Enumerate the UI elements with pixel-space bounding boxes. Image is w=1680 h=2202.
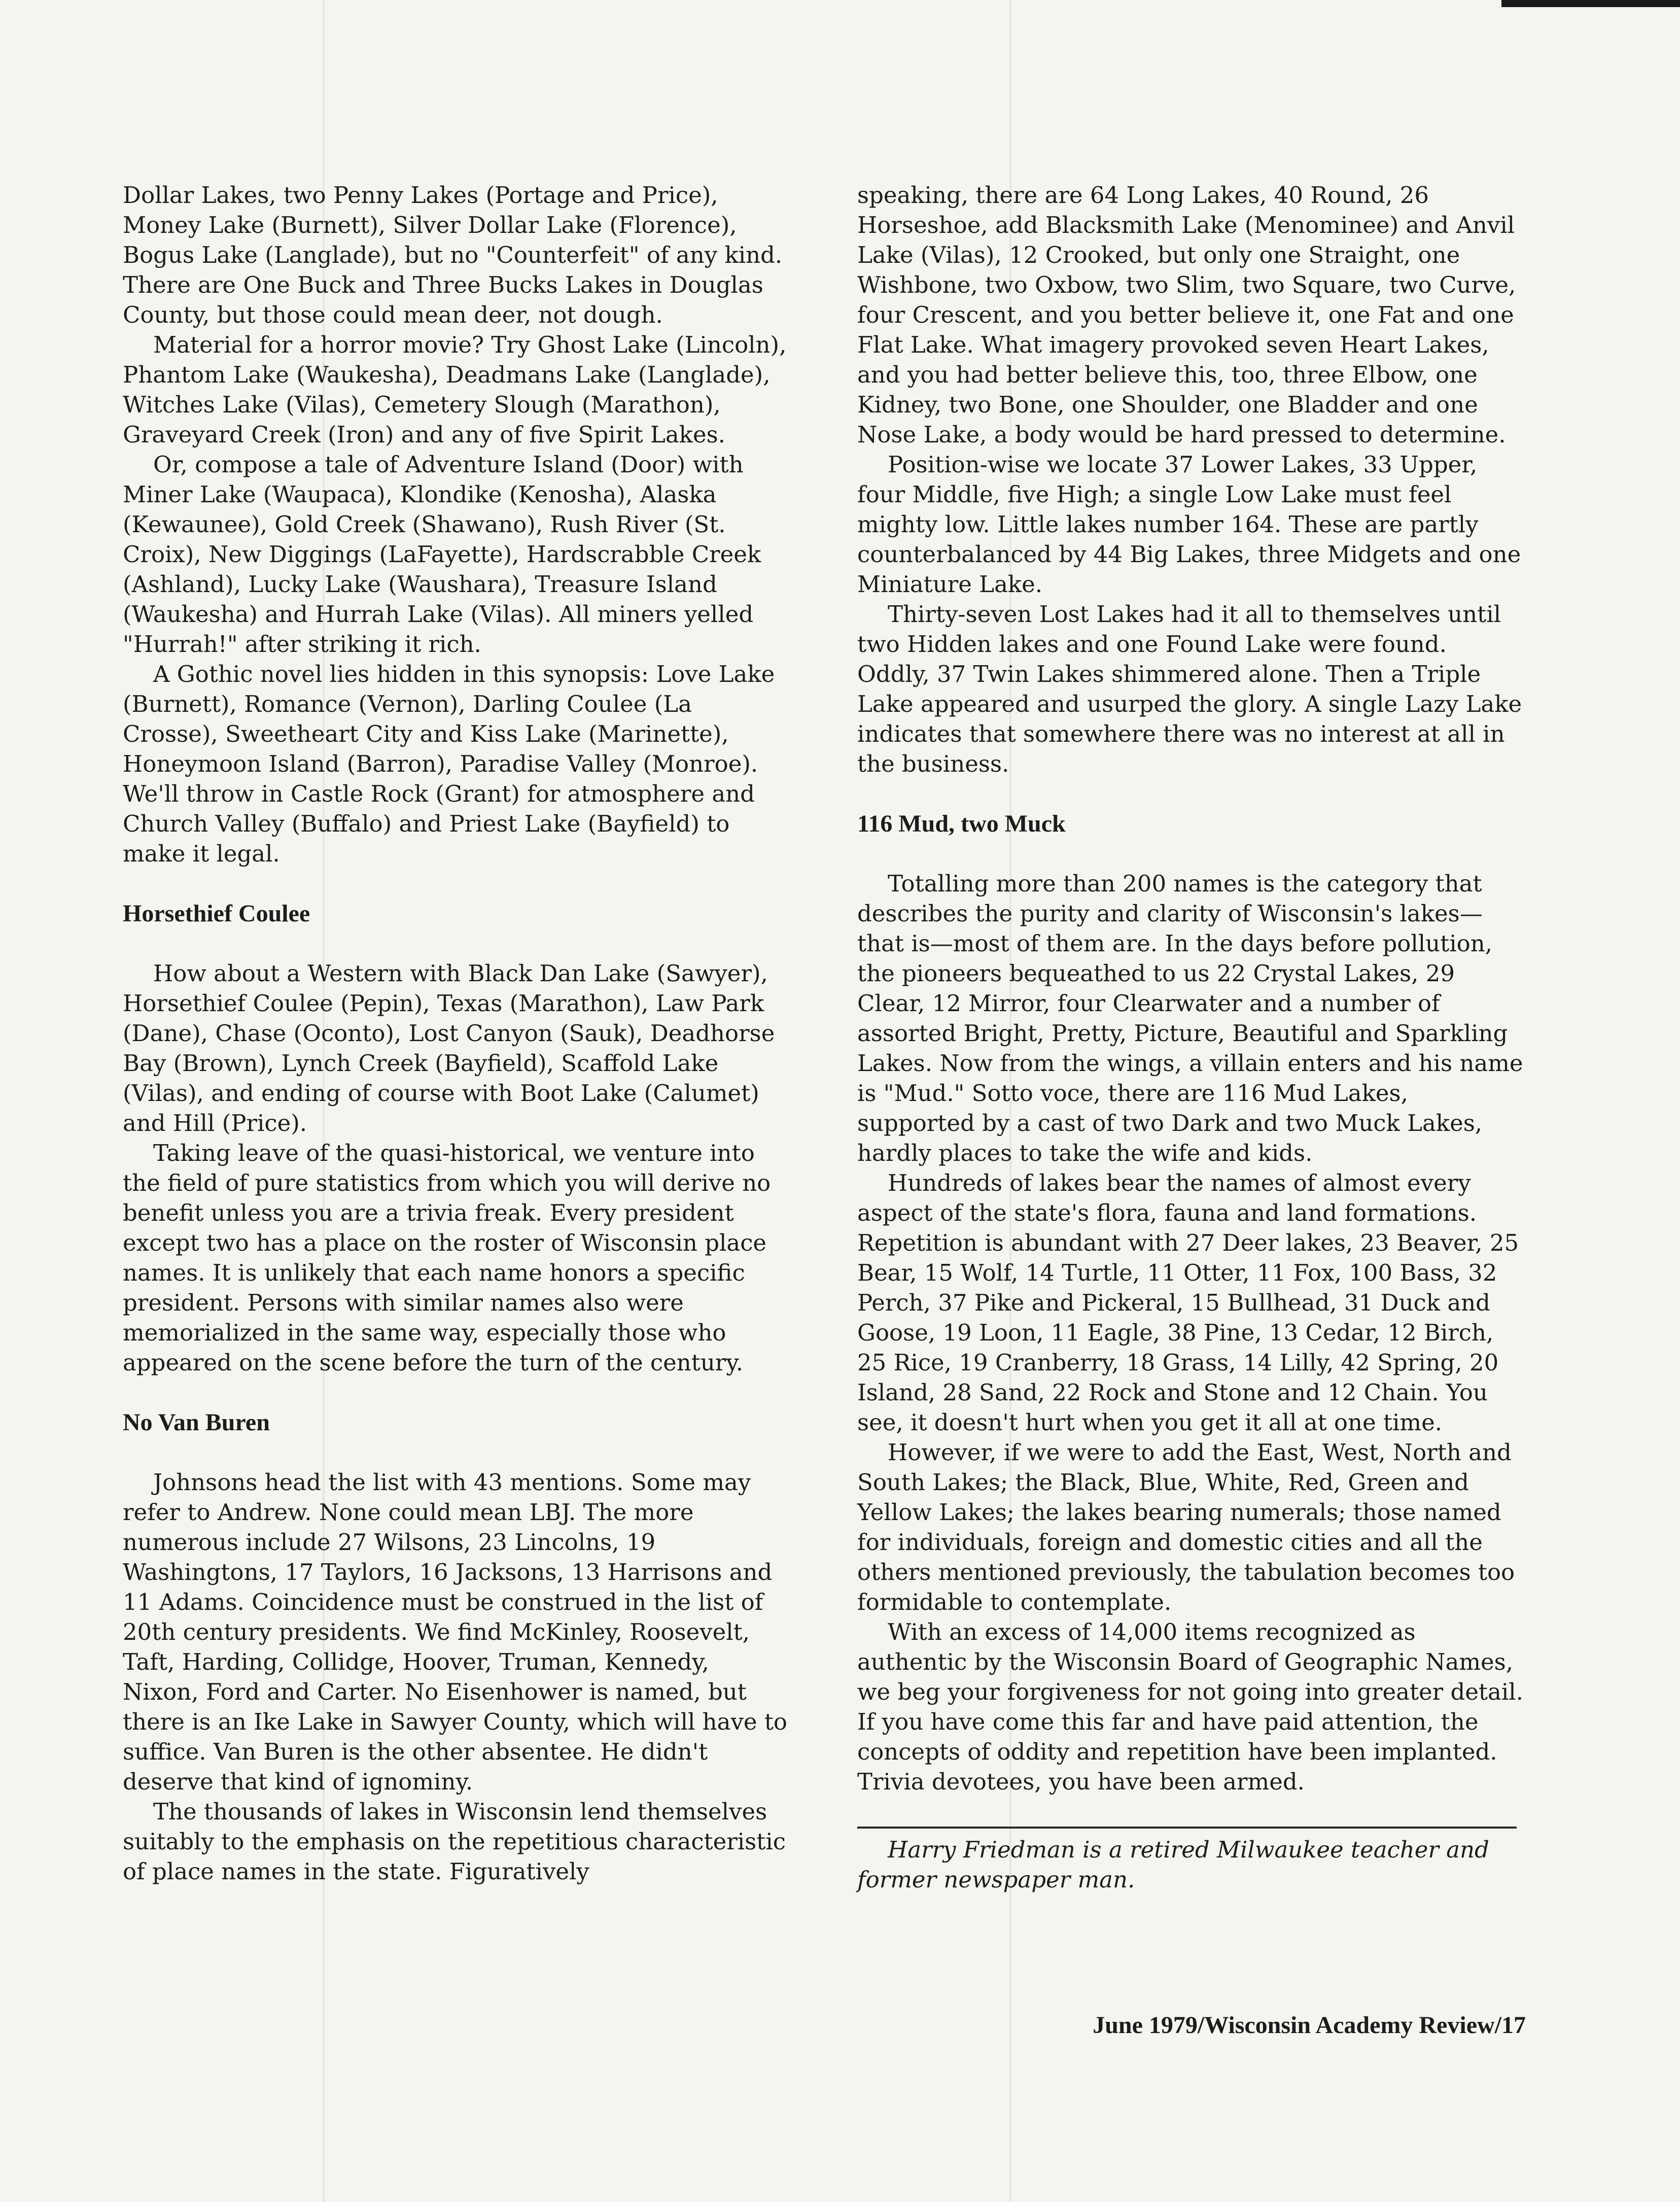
left-column [123,180,790,1886]
top-edge-bar [1501,0,1680,7]
section-heading: 116 Mud, two Muck [857,810,1066,837]
paragraph: With an excess of 14,000 items recognized as authentic by the Wisconsin Board of Geographic Names, we beg your forgiveness for not going into greater detail. If you have come this far and have paid attention, the concepts of oddity and repetition have been implanted. Trivia devotees, you have been armed. [857,1619,1523,1795]
paragraph: Position-wise we locate 37 Lower Lakes, 33 Upper, four Middle, five High; a single Low Lake must feel mighty low. Little lakes number 164. These are partly counterbalanced by 44 Big Lakes, three Midgets and one Miniature Lake. [857,451,1521,598]
paragraph: Or, compose a tale of Adventure Island (Door) with Miner Lake (Waupaca), Klondike (Kenosha), Alaska (Kewaunee), Gold Creek (Shawano), Rush River (St. Croix), New Diggings (LaFayette), Hardscrabble Creek (Ashland), Lucky Lake (Waushara), Treasure Island (Waukesha) and Hurrah Lake (Vilas). All miners yelled "Hurrah!" after striking it rich. [123,451,761,658]
paragraph: The thousands of lakes in Wisconsin lend themselves suitably to the emphasis on the repetitious characteristic of place names in the state. Figuratively [123,1798,786,1885]
paragraph: speaking, there are 64 Long Lakes, 40 Round, 26 Horseshoe, add Blacksmith Lake (Menominee) and Anvil Lake (Vilas), 12 Crooked, but only one Straight, one Wishbone, two Oxbow, two Slim, two Square, two Curve, four Crescent, and you better believe it, one Fat and one Flat Lake. What imagery provoked seven Heart Lakes, and you had better believe this, too, three Elbow, one Kidney, two Bone, one Shoulder, one Bladder and one Nose Lake, a body would be hard pressed to determine. [857,182,1516,448]
paragraph: Material for a horror movie? Try Ghost Lake (Lincoln), Phantom Lake (Waukesha), Deadmans Lake (Langlade), Witches Lake (Vilas), Cemetery Slough (Marathon), Graveyard Creek (Iron) and any of five Spirit Lakes. [123,331,787,448]
paragraph: However, if we were to add the East, West, North and South Lakes; the Black, Blue, White, Red, Green and Yellow Lakes; the lakes bearing numerals; those named for individuals, foreign and domestic cities and all the others mentioned previously, the tabulation becomes too formidable to contemplate. [857,1439,1515,1615]
paragraph: Totalling more than 200 names is the category that describes the purity and clarity of Wisconsin's lakes—that is—most of them are. In the days before pollution, the pioneers bequeathed to us 22 Crystal Lakes, 29 Clear, 12 Mirror, four Clearwater and a number of assorted Bright, Pretty, Picture, Beautiful and Sparkling Lakes. Now from the wings, a villain enters and his name is "Mud." Sotto voce, there are 116 Mud Lakes, supported by a cast of two Dark and two Muck Lakes, hardly places to take the wife and kids. [857,870,1523,1166]
paragraph: Taking leave of the quasi-historical, we venture into the field of pure statistics from which you will derive no benefit unless you are a trivia freak. Every president except two has a place on the roster of Wisconsin place names. It is unlikely that each name honors a specific president. Persons with similar names also were memorialized in the same way, especially those who appeared on the scene before the turn of the century. [123,1140,771,1376]
paragraph: Thirty-seven Lost Lakes had it all to themselves until two Hidden lakes and one Found Lake were found. Oddly, 37 Twin Lakes shimmered alone. Then a Triple Lake appeared and usurped the glory. A single Lazy Lake indicates that somewhere there was no interest at all in the business. [857,601,1522,777]
author-bio: Harry Friedman is a retired Milwaukee teacher and former newspaper man. [857,1836,1489,1893]
bio-rule [857,1827,1517,1829]
section-heading: Horsethief Coulee [123,900,310,927]
paragraph: Hundreds of lakes bear the names of almost every aspect of the state's flora, fauna and land formations. Repetition is abundant with 27 Deer lakes, 23 Beaver, 25 Bear, 15 Wolf, 14 Turtle, 11 Otter, 11 Fox, 100 Bass, 32 Perch, 37 Pike and Pickeral, 15 Bullhead, 31 Duck and Goose, 19 Loon, 11 Eagle, 38 Pine, 13 Cedar, 12 Birch, 25 Rice, 19 Cranberry, 18 Grass, 14 Lilly, 42 Spring, 20 Island, 28 Sand, 22 Rock and Stone and 12 Chain. You see, it doesn't hurt when you get it all at one time. [857,1169,1519,1436]
paragraph: A Gothic novel lies hidden in this synopsis: Love Lake (Burnett), Romance (Vernon), Darling Coulee (La Crosse), Sweetheart City and Kiss Lake (Marinette), Honeymoon Island (Barron), Paradise Valley (Monroe). We'll throw in Castle Rock (Grant) for atmosphere and Church Valley (Buffalo) and Priest Lake (Bayfield) to make it legal. [123,661,775,867]
paragraph: How about a Western with Black Dan Lake (Sawyer), Horsethief Coulee (Pepin), Texas (Marathon), Law Park (Dane), Chase (Oconto), Lost Canyon (Sauk), Deadhorse Bay (Brown), Lynch Creek (Bayfield), Scaffold Lake (Vilas), and ending of course with Boot Lake (Calumet) and Hill (Price). [123,960,775,1137]
paragraph: Johnsons head the list with 43 mentions. Some may refer to Andrew. None could mean LBJ. The more numerous include 27 Wilsons, 23 Lincolns, 19 Washingtons, 17 Taylors, 16 Jacksons, 13 Harrisons and 11 Adams. Coincidence must be construed in the list of 20th century presidents. We find McKinley, Roosevelt, Taft, Harding, Collidge, Hoover, Truman, Kennedy, Nixon, Ford and Carter. No Eisenhower is named, but there is an Ike Lake in Sawyer County, which will have to suffice. Van Buren is the other absentee. He didn't deserve that kind of ignominy. [123,1469,788,1795]
right-column [857,180,1524,1895]
paragraph: Dollar Lakes, two Penny Lakes (Portage and Price), Money Lake (Burnett), Silver Dollar Lake (Florence), Bogus Lake (Langlade), but no "Counterfeit" of any kind. There are One Buck and Three Bucks Lakes in Douglas County, but those could mean deer, not dough. [123,182,783,328]
page-footer: June 1979/Wisconsin Academy Review/17 [1093,2012,1526,2039]
section-heading: No Van Buren [123,1409,270,1436]
